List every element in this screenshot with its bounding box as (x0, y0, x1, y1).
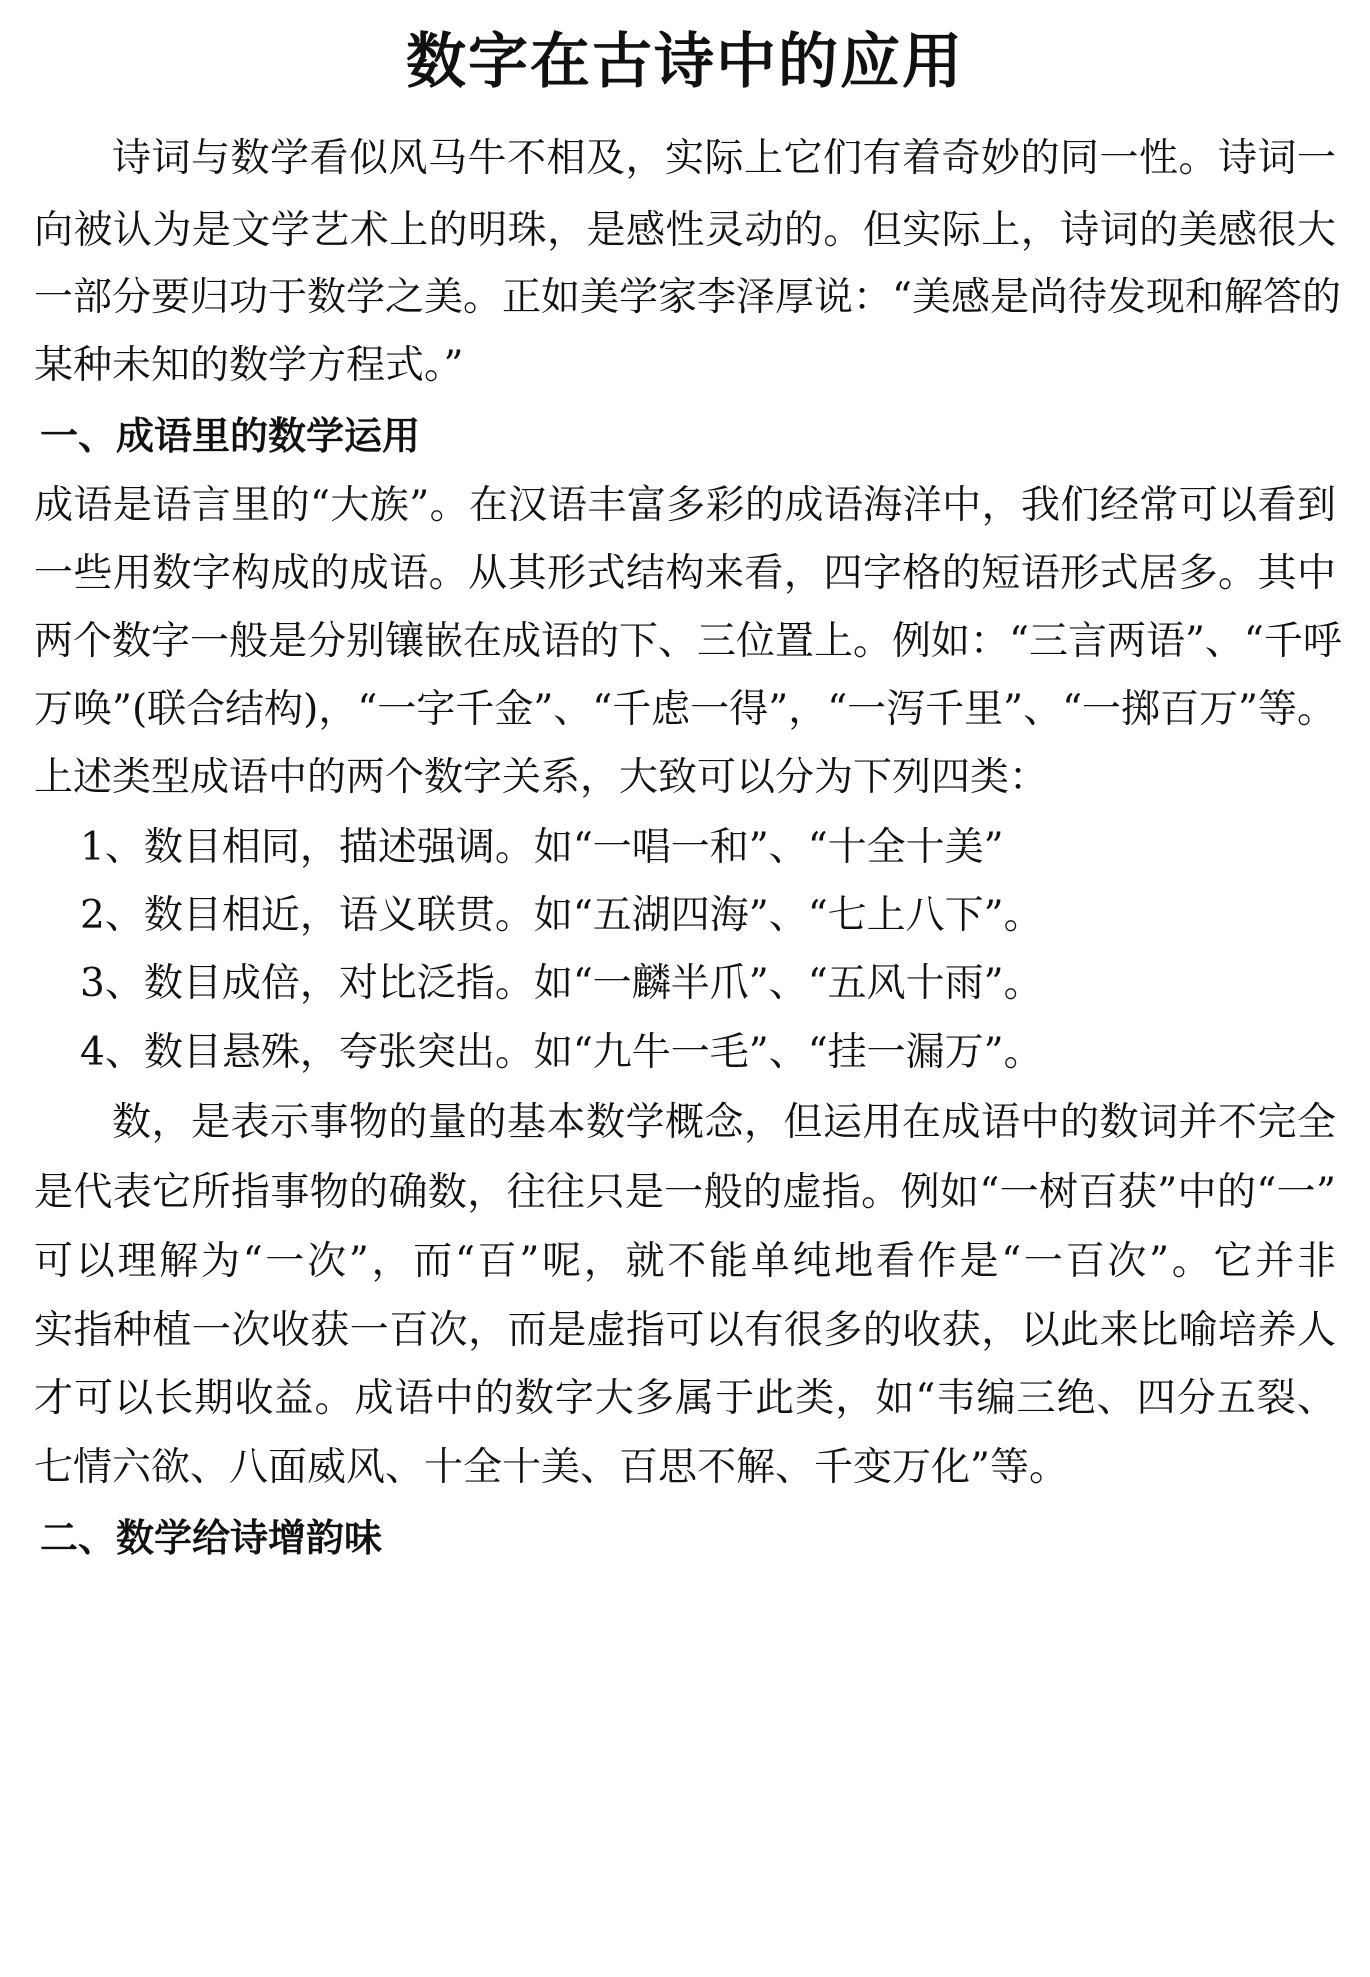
list-item: 4、数目悬殊，夸张突出。如“九牛一毛”、“挂一漏万”。 (80, 1030, 1043, 1075)
section1-p2-line-1: 数，是表示事物的量的基本数学概念，但运用在成语中的数词并不完全 (112, 1100, 1336, 1145)
section1-line-2: 一些用数字构成的成语。从其形式结构来看，四字格的短语形式居多。其中 (34, 551, 1336, 596)
document-title: 数字在古诗中的应用 (406, 27, 964, 97)
section1-line-4: 万唤”(联合结构)，“一字千金”、“千虑一得”，“一泻千里”、“一掷百万”等。 (34, 687, 1336, 732)
section1-p2-line-6: 七情六欲、八面威风、十全十美、百思不解、千变万化”等。 (34, 1445, 1068, 1490)
section-heading-2: 二、数学给诗增韵味 (40, 1516, 383, 1560)
section1-p2-line-3: 可以理解为“一次”，而“百”呢，就不能单纯地看作是“一百次”。它并非 (34, 1239, 1336, 1284)
intro-line-3: 一部分要归功于数学之美。正如美学家李泽厚说：“美感是尚待发现和解答的 (34, 275, 1341, 320)
section-heading-1: 一、成语里的数学运用 (40, 414, 421, 458)
section1-p2-line-4: 实指种植一次收获一百次，而是虚指可以有很多的收获，以此来比喻培养人 (34, 1308, 1336, 1353)
section1-p2-line-2: 是代表它所指事物的确数，往往只是一般的虚指。例如“一树百获”中的“一” (34, 1170, 1336, 1215)
intro-line-4: 某种未知的数学方程式。” (34, 343, 464, 388)
list-item: 1、数目相同，描述强调。如“一唱一和”、“十全十美” (80, 825, 1004, 870)
section1-line-5: 上述类型成语中的两个数字关系，大致可以分为下列四类： (34, 755, 1049, 800)
list-item: 3、数目成倍，对比泛指。如“一麟半爪”、“五风十雨”。 (80, 961, 1043, 1006)
section1-p2-line-5: 才可以长期收益。成语中的数字大多属于此类，如“韦编三绝、四分五裂、 (34, 1376, 1336, 1421)
section1-line-3: 两个数字一般是分别镶嵌在成语的下、三位置上。例如：“三言两语”、“千呼 (34, 619, 1342, 664)
list-item: 2、数目相近，语义联贯。如“五湖四海”、“七上八下”。 (80, 893, 1043, 938)
intro-line-1: 诗词与数学看似风马牛不相及，实际上它们有着奇妙的同一性。诗词一 (112, 136, 1336, 181)
intro-line-2: 向被认为是文学艺术上的明珠，是感性灵动的。但实际上，诗词的美感很大 (34, 208, 1336, 253)
section1-line-1: 成语是语言里的“大族”。在汉语丰富多彩的成语海洋中，我们经常可以看到 (34, 483, 1336, 528)
